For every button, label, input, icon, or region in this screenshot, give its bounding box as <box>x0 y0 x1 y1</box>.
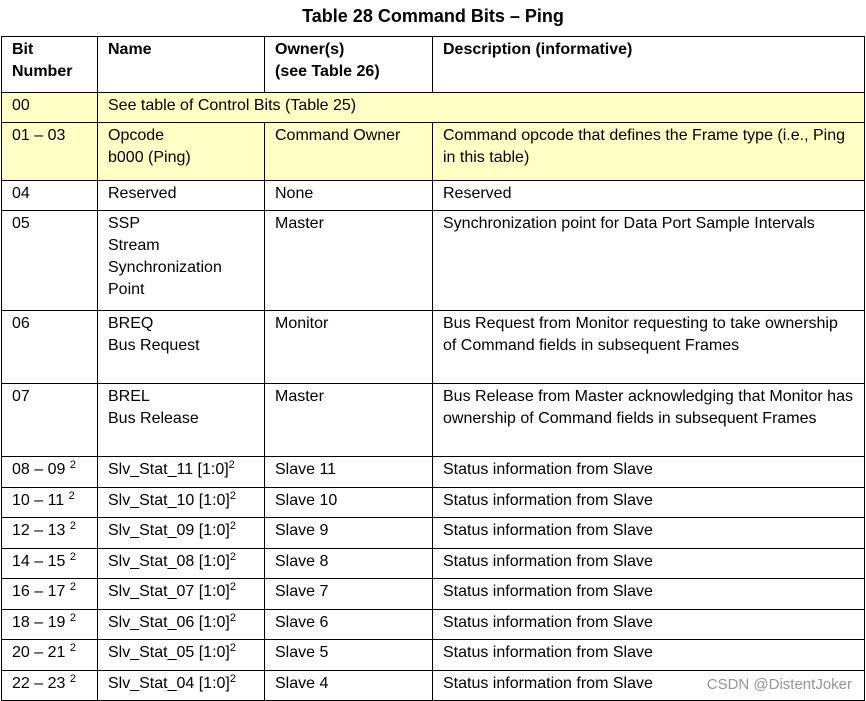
name-line <box>108 673 254 695</box>
name-cell <box>98 384 265 457</box>
bit-cell <box>2 311 98 384</box>
header-description: Description (informative) <box>433 37 865 93</box>
description-cell: Status information from Slave <box>433 488 865 518</box>
header-bit-number: Bit Number <box>2 37 98 93</box>
owner-cell: Slave 7 <box>265 579 433 610</box>
name-text: b000 (Ping) <box>108 149 191 166</box>
table-row <box>2 640 865 671</box>
name-text: Slv_Stat_11 [1:0] <box>108 461 229 478</box>
table-row <box>2 123 865 181</box>
bit-cell: 00 <box>2 93 98 123</box>
name-text: BREQ <box>108 315 154 332</box>
footnote-ref: 2 <box>229 551 236 563</box>
table-row <box>2 181 865 211</box>
bit-number: 14 – 15 <box>12 553 66 570</box>
bit-number: 08 – 09 <box>12 461 66 478</box>
footnote-ref: 2 <box>69 551 76 563</box>
bit-number: 04 <box>12 185 30 202</box>
watermark: CSDN @DistentJoker <box>706 676 852 693</box>
bit-cell <box>2 549 98 579</box>
name-text: BREL <box>108 388 150 405</box>
bit-cell <box>2 123 98 181</box>
bit-cell <box>2 488 98 518</box>
footnote-ref: 2 <box>69 581 76 593</box>
owner-cell: None <box>265 181 433 211</box>
bit-cell <box>2 671 98 701</box>
description-cell: Status information from Slave <box>433 610 865 640</box>
name-text: Slv_Stat_10 [1:0] <box>108 492 230 509</box>
header-owner-line2: (see Table 26) <box>275 63 380 80</box>
name-line <box>108 235 254 301</box>
owner-cell: Slave 5 <box>265 640 433 671</box>
name-text: Slv_Stat_05 [1:0] <box>108 644 230 661</box>
footnote-ref: 2 <box>69 459 76 471</box>
name-cell <box>98 640 265 671</box>
name-cell <box>98 123 265 181</box>
name-text: Bus Request <box>108 337 200 354</box>
table-row <box>2 384 865 457</box>
name-text: Bus Release <box>108 410 199 427</box>
footnote-ref: 2 <box>229 520 236 532</box>
owner-cell: Master <box>265 384 433 457</box>
description-cell: Command opcode that defines the Frame type (i.e., Ping in this table) <box>433 123 865 181</box>
name-text: Reserved <box>108 185 177 202</box>
bit-number: 07 <box>12 388 30 405</box>
bit-number: 01 – 03 <box>12 127 66 144</box>
description-cell: Status information from Slave <box>433 518 865 549</box>
bit-number: 16 – 17 <box>12 583 66 600</box>
name-line <box>108 459 254 481</box>
name-text: Slv_Stat_07 [1:0] <box>108 583 230 600</box>
bit-number: 22 – 23 <box>12 675 66 692</box>
name-line <box>108 213 254 235</box>
footnote-ref: 2 <box>229 642 236 654</box>
name-text: Slv_Stat_04 [1:0] <box>108 675 230 692</box>
name-line <box>108 147 254 169</box>
table-row <box>2 311 865 384</box>
footnote-ref: 2 <box>69 520 76 532</box>
bit-cell <box>2 211 98 311</box>
name-line <box>108 581 254 603</box>
name-text: SSP <box>108 215 141 232</box>
name-cell <box>98 671 265 701</box>
description-cell: Status information from Slave <box>433 671 865 701</box>
description-cell: Reserved <box>433 181 865 211</box>
header-row <box>2 37 865 93</box>
name-text: Stream Synchronization Point <box>108 237 222 298</box>
name-cell <box>98 457 265 488</box>
bit-cell <box>2 610 98 640</box>
bit-cell <box>2 384 98 457</box>
name-cell <box>98 488 265 518</box>
header-name: Name <box>98 37 265 93</box>
table-row <box>2 610 865 640</box>
owner-cell: Command Owner <box>265 123 433 181</box>
name-text: Slv_Stat_09 [1:0] <box>108 522 230 539</box>
owner-cell: Slave 9 <box>265 518 433 549</box>
name-line <box>108 335 254 357</box>
command-bits-table <box>1 36 865 701</box>
table-row <box>2 518 865 549</box>
name-line <box>108 386 254 408</box>
name-line <box>108 642 254 664</box>
name-line <box>108 490 254 512</box>
name-cell <box>98 181 265 211</box>
name-line <box>108 408 254 430</box>
name-cell <box>98 610 265 640</box>
control-bits-reference: See table of Control Bits (Table 25) <box>98 93 865 123</box>
owner-cell: Monitor <box>265 311 433 384</box>
footnote-ref: 2 <box>229 581 236 593</box>
table-row <box>2 488 865 518</box>
description-cell: Bus Release from Master acknowledging that Monitor has ownership of Command fields in subsequent Frames <box>433 384 865 457</box>
name-cell <box>98 518 265 549</box>
name-cell <box>98 311 265 384</box>
bit-cell <box>2 457 98 488</box>
name-line <box>108 612 254 634</box>
table-row <box>2 549 865 579</box>
name-line <box>108 183 254 205</box>
name-cell <box>98 549 265 579</box>
bit-number: 18 – 19 <box>12 614 66 631</box>
header-owner <box>265 37 433 93</box>
name-text: Slv_Stat_06 [1:0] <box>108 614 230 631</box>
table-row <box>2 211 865 311</box>
table-row <box>2 457 865 488</box>
description-cell: Status information from Slave <box>433 549 865 579</box>
description-cell: Status information from Slave <box>433 579 865 610</box>
description-cell: Status information from Slave <box>433 640 865 671</box>
footnote-ref: 2 <box>229 490 236 502</box>
bit-number: 06 <box>12 315 30 332</box>
owner-cell: Slave 11 <box>265 457 433 488</box>
footnote-ref: 2 <box>229 612 236 624</box>
footnote-ref: 2 <box>69 612 76 624</box>
name-line <box>108 313 254 335</box>
description-cell: Bus Request from Monitor requesting to take ownership of Command fields in subsequent Frames <box>433 311 865 384</box>
bit-cell <box>2 181 98 211</box>
name-line <box>108 125 254 147</box>
owner-cell: Master <box>265 211 433 311</box>
footnote-ref: 2 <box>228 459 235 471</box>
owner-cell: Slave 8 <box>265 549 433 579</box>
bit-cell <box>2 579 98 610</box>
footnote-ref: 2 <box>229 673 236 685</box>
table-row <box>2 579 865 610</box>
owner-cell: Slave 10 <box>265 488 433 518</box>
bit-number: 20 – 21 <box>12 644 66 661</box>
owner-cell: Slave 4 <box>265 671 433 701</box>
name-line <box>108 551 254 573</box>
bit-number: 12 – 13 <box>12 522 66 539</box>
footnote-ref: 2 <box>68 490 75 502</box>
header-owner-line1: Owner(s) <box>275 41 345 58</box>
name-line <box>108 520 254 542</box>
description-cell: Status information from Slave <box>433 457 865 488</box>
owner-cell: Slave 6 <box>265 610 433 640</box>
table-row <box>2 93 865 123</box>
name-cell <box>98 211 265 311</box>
bit-number: 05 <box>12 215 30 232</box>
bit-number: 10 – 11 <box>12 492 65 509</box>
description-cell: Synchronization point for Data Port Sample Intervals <box>433 211 865 311</box>
name-text: Slv_Stat_08 [1:0] <box>108 553 230 570</box>
name-cell <box>98 579 265 610</box>
footnote-ref: 2 <box>69 673 76 685</box>
table-title: Table 28 Command Bits – Ping <box>302 6 564 26</box>
name-text: Opcode <box>108 127 165 144</box>
footnote-ref: 2 <box>69 642 76 654</box>
bit-cell <box>2 518 98 549</box>
bit-cell <box>2 640 98 671</box>
